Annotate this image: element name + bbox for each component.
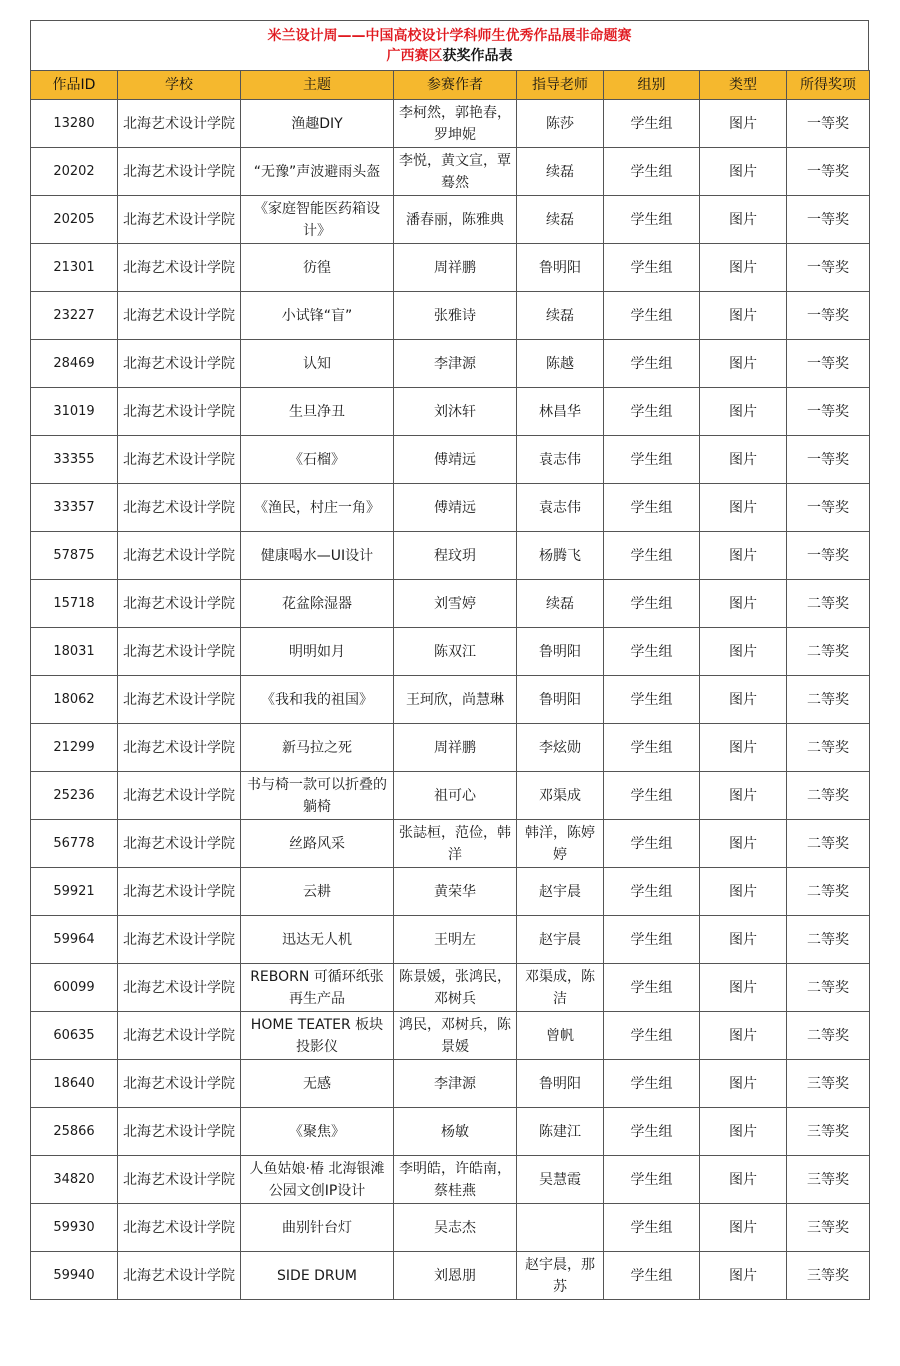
table-row [31,340,870,388]
awards-table [30,70,870,1300]
cell-id: 18640 [31,1060,118,1108]
cell-teacher: 赵宇晨 [517,916,604,964]
cell-type: 图片 [700,196,787,244]
cell-authors: 杨敏 [394,1108,517,1156]
cell-theme: 《我和我的祖国》 [241,676,394,724]
table-row [31,244,870,292]
cell-school: 北海艺术设计学院 [118,964,241,1012]
cell-school: 北海艺术设计学院 [118,196,241,244]
cell-teacher: 杨腾飞 [517,532,604,580]
cell-award: 二等奖 [787,868,870,916]
cell-theme: 无感 [241,1060,394,1108]
cell-teacher: 李炫勋 [517,724,604,772]
cell-id: 18031 [31,628,118,676]
cell-group: 学生组 [604,100,700,148]
cell-theme: 健康喝水—UI设计 [241,532,394,580]
cell-type: 图片 [700,1060,787,1108]
cell-award: 三等奖 [787,1060,870,1108]
table-row [31,1252,870,1300]
cell-award: 二等奖 [787,628,870,676]
cell-theme: “无豫”声波避雨头盔 [241,148,394,196]
cell-authors: 陈双江 [394,628,517,676]
cell-authors: 潘春丽，陈雅典 [394,196,517,244]
cell-id: 57875 [31,532,118,580]
table-row [31,772,870,820]
cell-school: 北海艺术设计学院 [118,436,241,484]
cell-id: 25866 [31,1108,118,1156]
cell-id: 15718 [31,580,118,628]
cell-group: 学生组 [604,196,700,244]
cell-teacher: 邓渠成 [517,772,604,820]
cell-authors: 张誌桓，范俭，韩洋 [394,820,517,868]
cell-authors: 李悦，黄文宣，覃蓦然 [394,148,517,196]
table-row [31,724,870,772]
table-row [31,916,870,964]
cell-teacher: 陈越 [517,340,604,388]
cell-school: 北海艺术设计学院 [118,148,241,196]
cell-theme: 丝路风采 [241,820,394,868]
cell-authors: 李津源 [394,340,517,388]
table-row [31,628,870,676]
cell-teacher: 吴慧霞 [517,1156,604,1204]
cell-id: 25236 [31,772,118,820]
table-row [31,964,870,1012]
table-row [31,580,870,628]
cell-award: 二等奖 [787,580,870,628]
cell-award: 一等奖 [787,484,870,532]
cell-id: 28469 [31,340,118,388]
cell-type: 图片 [700,1252,787,1300]
table-body [31,100,870,1300]
cell-theme: 渔趣DIY [241,100,394,148]
cell-id: 20202 [31,148,118,196]
cell-theme: 《石榴》 [241,436,394,484]
cell-authors: 刘恩朋 [394,1252,517,1300]
cell-award: 一等奖 [787,292,870,340]
cell-school: 北海艺术设计学院 [118,1204,241,1252]
cell-authors: 鸿民，邓树兵，陈景媛 [394,1012,517,1060]
cell-theme: 《家庭智能医药箱设计》 [241,196,394,244]
table-row [31,436,870,484]
cell-award: 一等奖 [787,196,870,244]
col-header-id: 作品ID [31,71,118,100]
cell-school: 北海艺术设计学院 [118,676,241,724]
cell-type: 图片 [700,724,787,772]
cell-type: 图片 [700,532,787,580]
cell-school: 北海艺术设计学院 [118,484,241,532]
cell-theme: 《渔民，村庄一角》 [241,484,394,532]
cell-school: 北海艺术设计学院 [118,1252,241,1300]
cell-authors: 李明皓，许皓南，蔡桂燕 [394,1156,517,1204]
cell-award: 三等奖 [787,1252,870,1300]
cell-theme: HOME TEATER 板块投影仪 [241,1012,394,1060]
cell-award: 一等奖 [787,532,870,580]
cell-type: 图片 [700,1204,787,1252]
cell-type: 图片 [700,820,787,868]
table-row [31,1156,870,1204]
cell-award: 二等奖 [787,724,870,772]
cell-id: 33357 [31,484,118,532]
table-row [31,100,870,148]
cell-authors: 祖可心 [394,772,517,820]
cell-group: 学生组 [604,340,700,388]
cell-teacher: 陈莎 [517,100,604,148]
cell-id: 59964 [31,916,118,964]
cell-group: 学生组 [604,676,700,724]
cell-group: 学生组 [604,292,700,340]
cell-type: 图片 [700,484,787,532]
cell-group: 学生组 [604,916,700,964]
document-subtitle [31,46,868,66]
cell-group: 学生组 [604,148,700,196]
col-header-award: 所得奖项 [787,71,870,100]
cell-authors: 傅靖远 [394,436,517,484]
cell-teacher: 曾帆 [517,1012,604,1060]
table-row [31,292,870,340]
cell-theme: 明明如月 [241,628,394,676]
cell-type: 图片 [700,244,787,292]
col-header-group: 组别 [604,71,700,100]
cell-type: 图片 [700,628,787,676]
award-sheet [30,20,869,1300]
cell-teacher: 陈建江 [517,1108,604,1156]
cell-school: 北海艺术设计学院 [118,100,241,148]
cell-award: 一等奖 [787,244,870,292]
cell-group: 学生组 [604,436,700,484]
col-header-authors: 参赛作者 [394,71,517,100]
cell-school: 北海艺术设计学院 [118,724,241,772]
cell-theme: 人鱼姑娘·椿 北海银滩公园文创IP设计 [241,1156,394,1204]
cell-id: 59930 [31,1204,118,1252]
cell-teacher [517,1204,604,1252]
cell-school: 北海艺术设计学院 [118,580,241,628]
cell-school: 北海艺术设计学院 [118,820,241,868]
cell-group: 学生组 [604,772,700,820]
cell-group: 学生组 [604,484,700,532]
table-row [31,1012,870,1060]
table-row [31,868,870,916]
cell-theme: SIDE DRUM [241,1252,394,1300]
cell-authors: 李柯然，郭艳春，罗坤妮 [394,100,517,148]
cell-school: 北海艺术设计学院 [118,868,241,916]
cell-theme: 曲别针台灯 [241,1204,394,1252]
cell-authors: 周祥鹏 [394,724,517,772]
cell-type: 图片 [700,1108,787,1156]
cell-authors: 李津源 [394,1060,517,1108]
cell-teacher: 袁志伟 [517,436,604,484]
cell-group: 学生组 [604,964,700,1012]
cell-type: 图片 [700,964,787,1012]
cell-school: 北海艺术设计学院 [118,1108,241,1156]
col-header-theme: 主题 [241,71,394,100]
cell-teacher: 赵宇晨 [517,868,604,916]
cell-theme: 迅达无人机 [241,916,394,964]
cell-id: 59940 [31,1252,118,1300]
cell-type: 图片 [700,436,787,484]
cell-school: 北海艺术设计学院 [118,532,241,580]
cell-teacher: 邓渠成，陈洁 [517,964,604,1012]
cell-type: 图片 [700,148,787,196]
cell-id: 21299 [31,724,118,772]
cell-group: 学生组 [604,1108,700,1156]
cell-id: 34820 [31,1156,118,1204]
cell-award: 二等奖 [787,676,870,724]
cell-group: 学生组 [604,244,700,292]
cell-id: 60099 [31,964,118,1012]
cell-type: 图片 [700,1012,787,1060]
cell-type: 图片 [700,1156,787,1204]
cell-award: 三等奖 [787,1204,870,1252]
cell-award: 一等奖 [787,436,870,484]
cell-id: 59921 [31,868,118,916]
cell-id: 33355 [31,436,118,484]
header-row [31,71,870,100]
title-block [30,20,869,70]
cell-type: 图片 [700,772,787,820]
cell-theme: REBORN 可循环纸张再生产品 [241,964,394,1012]
cell-award: 三等奖 [787,1108,870,1156]
cell-theme: 彷徨 [241,244,394,292]
cell-authors: 吴志杰 [394,1204,517,1252]
cell-award: 二等奖 [787,964,870,1012]
cell-type: 图片 [700,676,787,724]
col-header-school: 学校 [118,71,241,100]
cell-group: 学生组 [604,388,700,436]
cell-award: 一等奖 [787,340,870,388]
cell-teacher: 续磊 [517,148,604,196]
cell-theme: 云耕 [241,868,394,916]
cell-award: 二等奖 [787,820,870,868]
cell-id: 60635 [31,1012,118,1060]
cell-authors: 王珂欣，尚慧琳 [394,676,517,724]
table-row [31,676,870,724]
region-label: 广西赛区 [386,48,443,64]
cell-school: 北海艺术设计学院 [118,340,241,388]
cell-school: 北海艺术设计学院 [118,388,241,436]
cell-school: 北海艺术设计学院 [118,916,241,964]
cell-type: 图片 [700,580,787,628]
cell-group: 学生组 [604,820,700,868]
cell-award: 二等奖 [787,772,870,820]
cell-teacher: 续磊 [517,196,604,244]
cell-group: 学生组 [604,868,700,916]
cell-teacher: 续磊 [517,292,604,340]
cell-award: 二等奖 [787,916,870,964]
cell-id: 23227 [31,292,118,340]
cell-school: 北海艺术设计学院 [118,292,241,340]
cell-authors: 程玟玥 [394,532,517,580]
table-row [31,196,870,244]
cell-school: 北海艺术设计学院 [118,628,241,676]
cell-id: 56778 [31,820,118,868]
table-row [31,484,870,532]
cell-award: 三等奖 [787,1156,870,1204]
cell-teacher: 韩洋，陈婷婷 [517,820,604,868]
cell-award: 二等奖 [787,1012,870,1060]
document-title: 米兰设计周——中国高校设计学科师生优秀作品展非命题赛 [267,28,632,44]
cell-school: 北海艺术设计学院 [118,1012,241,1060]
cell-teacher: 鲁明阳 [517,244,604,292]
cell-school: 北海艺术设计学院 [118,1156,241,1204]
cell-authors: 刘沐轩 [394,388,517,436]
cell-teacher: 鲁明阳 [517,628,604,676]
cell-authors: 张雅诗 [394,292,517,340]
cell-type: 图片 [700,292,787,340]
table-row [31,148,870,196]
cell-school: 北海艺术设计学院 [118,1060,241,1108]
cell-authors: 周祥鹏 [394,244,517,292]
cell-teacher: 鲁明阳 [517,1060,604,1108]
table-row [31,532,870,580]
cell-theme: 认知 [241,340,394,388]
cell-authors: 黄荣华 [394,868,517,916]
cell-award: 一等奖 [787,388,870,436]
cell-theme: 《聚焦》 [241,1108,394,1156]
table-row [31,1108,870,1156]
cell-authors: 刘雪婷 [394,580,517,628]
cell-teacher: 袁志伟 [517,484,604,532]
table-row [31,820,870,868]
cell-id: 20205 [31,196,118,244]
cell-teacher: 续磊 [517,580,604,628]
cell-type: 图片 [700,868,787,916]
cell-type: 图片 [700,100,787,148]
cell-teacher: 林昌华 [517,388,604,436]
subtitle-label: 获奖作品表 [442,48,513,64]
cell-type: 图片 [700,340,787,388]
table-row [31,1060,870,1108]
cell-school: 北海艺术设计学院 [118,772,241,820]
cell-group: 学生组 [604,1204,700,1252]
cell-id: 18062 [31,676,118,724]
cell-group: 学生组 [604,1252,700,1300]
cell-group: 学生组 [604,532,700,580]
cell-type: 图片 [700,388,787,436]
cell-theme: 花盆除湿器 [241,580,394,628]
cell-id: 31019 [31,388,118,436]
cell-theme: 小试锋“盲” [241,292,394,340]
cell-id: 13280 [31,100,118,148]
table-row [31,388,870,436]
cell-group: 学生组 [604,1012,700,1060]
cell-teacher: 赵宇晨，那苏 [517,1252,604,1300]
cell-award: 一等奖 [787,148,870,196]
cell-group: 学生组 [604,724,700,772]
cell-theme: 生旦净丑 [241,388,394,436]
cell-type: 图片 [700,916,787,964]
cell-authors: 王明左 [394,916,517,964]
col-header-teacher: 指导老师 [517,71,604,100]
cell-id: 21301 [31,244,118,292]
cell-teacher: 鲁明阳 [517,676,604,724]
cell-group: 学生组 [604,628,700,676]
cell-authors: 陈景媛，张鸿民，邓树兵 [394,964,517,1012]
cell-award: 一等奖 [787,100,870,148]
cell-theme: 书与椅一款可以折叠的躺椅 [241,772,394,820]
cell-authors: 傅靖远 [394,484,517,532]
cell-group: 学生组 [604,1060,700,1108]
table-row [31,1204,870,1252]
cell-school: 北海艺术设计学院 [118,244,241,292]
cell-group: 学生组 [604,1156,700,1204]
cell-theme: 新马拉之死 [241,724,394,772]
cell-group: 学生组 [604,580,700,628]
col-header-type: 类型 [700,71,787,100]
